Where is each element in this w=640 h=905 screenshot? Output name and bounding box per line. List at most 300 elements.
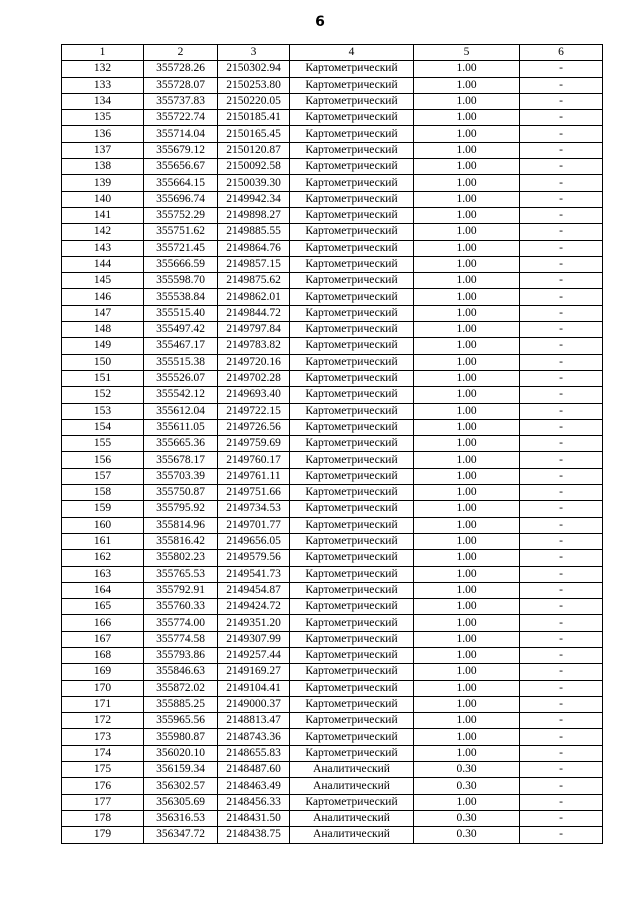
table-cell: 2148743.36 bbox=[218, 729, 290, 745]
table-cell: - bbox=[520, 142, 603, 158]
table-cell: 133 bbox=[62, 77, 144, 93]
table-cell: 155 bbox=[62, 436, 144, 452]
table-cell: 2148655.83 bbox=[218, 745, 290, 761]
table-row bbox=[62, 729, 603, 745]
table-cell: 2149701.77 bbox=[218, 517, 290, 533]
table-cell: 2149104.41 bbox=[218, 680, 290, 696]
table-cell: 355814.96 bbox=[144, 517, 218, 533]
table-cell: - bbox=[520, 582, 603, 598]
table-cell: 1.00 bbox=[414, 240, 520, 256]
table-cell: 1.00 bbox=[414, 175, 520, 191]
table-cell: 2149722.15 bbox=[218, 403, 290, 419]
table-cell: Картометрический bbox=[290, 175, 414, 191]
table-cell: Картометрический bbox=[290, 354, 414, 370]
table-cell: 1.00 bbox=[414, 566, 520, 582]
table-cell: 1.00 bbox=[414, 485, 520, 501]
table-cell: Картометрический bbox=[290, 664, 414, 680]
table-cell: Картометрический bbox=[290, 533, 414, 549]
table-cell: - bbox=[520, 599, 603, 615]
table-cell: - bbox=[520, 224, 603, 240]
table-cell: 355497.42 bbox=[144, 322, 218, 338]
table-cell: 356302.57 bbox=[144, 778, 218, 794]
table-cell: 356347.72 bbox=[144, 827, 218, 843]
table-row bbox=[62, 762, 603, 778]
table-cell: 355526.07 bbox=[144, 370, 218, 386]
column-header: 6 bbox=[520, 45, 603, 61]
table-row bbox=[62, 240, 603, 256]
table-row bbox=[62, 452, 603, 468]
table-cell: Картометрический bbox=[290, 647, 414, 663]
table-row bbox=[62, 778, 603, 794]
table-cell: 355538.84 bbox=[144, 289, 218, 305]
table-cell: 1.00 bbox=[414, 501, 520, 517]
table-cell: 1.00 bbox=[414, 93, 520, 109]
table-cell: 1.00 bbox=[414, 468, 520, 484]
table-cell: - bbox=[520, 370, 603, 386]
table-cell: 0.30 bbox=[414, 827, 520, 843]
table-cell: Картометрический bbox=[290, 338, 414, 354]
table-row bbox=[62, 61, 603, 77]
table-cell: 1.00 bbox=[414, 517, 520, 533]
table-cell: Картометрический bbox=[290, 615, 414, 631]
table-row bbox=[62, 191, 603, 207]
table-cell: - bbox=[520, 110, 603, 126]
table-cell: 355737.83 bbox=[144, 93, 218, 109]
table-cell: 174 bbox=[62, 745, 144, 761]
table-row bbox=[62, 485, 603, 501]
table-row bbox=[62, 338, 603, 354]
table-cell: 355656.67 bbox=[144, 159, 218, 175]
table-row bbox=[62, 207, 603, 223]
table-cell: 2149424.72 bbox=[218, 599, 290, 615]
table-cell: 2149862.01 bbox=[218, 289, 290, 305]
table-cell: 2149857.15 bbox=[218, 256, 290, 272]
table-cell: 356159.34 bbox=[144, 762, 218, 778]
table-cell: 355714.04 bbox=[144, 126, 218, 142]
table-cell: 355965.56 bbox=[144, 713, 218, 729]
table-cell: Картометрический bbox=[290, 745, 414, 761]
table-cell: 1.00 bbox=[414, 110, 520, 126]
table-cell: - bbox=[520, 61, 603, 77]
table-cell: 1.00 bbox=[414, 713, 520, 729]
table-cell: - bbox=[520, 77, 603, 93]
table-cell: 173 bbox=[62, 729, 144, 745]
table-cell: 2149898.27 bbox=[218, 207, 290, 223]
table-cell: Картометрический bbox=[290, 550, 414, 566]
table-cell: 1.00 bbox=[414, 322, 520, 338]
table-cell: Картометрический bbox=[290, 436, 414, 452]
table-cell: - bbox=[520, 778, 603, 794]
table-cell: 2149702.28 bbox=[218, 370, 290, 386]
table-cell: - bbox=[520, 615, 603, 631]
table-cell: 2150120.87 bbox=[218, 142, 290, 158]
table-cell: 355696.74 bbox=[144, 191, 218, 207]
table-cell: Картометрический bbox=[290, 485, 414, 501]
table-cell: - bbox=[520, 762, 603, 778]
table-row bbox=[62, 647, 603, 663]
table-cell: 172 bbox=[62, 713, 144, 729]
table-cell: 166 bbox=[62, 615, 144, 631]
table-cell: Картометрический bbox=[290, 680, 414, 696]
table-cell: - bbox=[520, 680, 603, 696]
table-cell: 2150039.30 bbox=[218, 175, 290, 191]
table-cell: - bbox=[520, 322, 603, 338]
table-cell: 164 bbox=[62, 582, 144, 598]
column-header: 2 bbox=[144, 45, 218, 61]
table-cell: 1.00 bbox=[414, 354, 520, 370]
table-cell: - bbox=[520, 338, 603, 354]
table-cell: 2149693.40 bbox=[218, 387, 290, 403]
table-row bbox=[62, 175, 603, 191]
table-row bbox=[62, 615, 603, 631]
table-cell: 1.00 bbox=[414, 126, 520, 142]
column-header: 4 bbox=[290, 45, 414, 61]
table-cell: Картометрический bbox=[290, 452, 414, 468]
table-cell: Картометрический bbox=[290, 126, 414, 142]
table-cell: - bbox=[520, 566, 603, 582]
table-cell: - bbox=[520, 631, 603, 647]
table-cell: 2149351.20 bbox=[218, 615, 290, 631]
table-cell: Картометрический bbox=[290, 370, 414, 386]
table-cell: 135 bbox=[62, 110, 144, 126]
table-cell: 1.00 bbox=[414, 452, 520, 468]
table-cell: Картометрический bbox=[290, 256, 414, 272]
table-cell: - bbox=[520, 810, 603, 826]
table-cell: 355802.23 bbox=[144, 550, 218, 566]
table-cell: - bbox=[520, 533, 603, 549]
table-cell: 144 bbox=[62, 256, 144, 272]
table-cell: 1.00 bbox=[414, 256, 520, 272]
table-cell: 2149541.73 bbox=[218, 566, 290, 582]
table-cell: Картометрический bbox=[290, 289, 414, 305]
table-cell: 355793.86 bbox=[144, 647, 218, 663]
table-cell: Картометрический bbox=[290, 419, 414, 435]
table-cell: 139 bbox=[62, 175, 144, 191]
table-cell: Картометрический bbox=[290, 599, 414, 615]
table-cell: 134 bbox=[62, 93, 144, 109]
table-cell: 142 bbox=[62, 224, 144, 240]
table-cell: 2149844.72 bbox=[218, 305, 290, 321]
table-cell: 355664.15 bbox=[144, 175, 218, 191]
table-cell: Картометрический bbox=[290, 631, 414, 647]
table-cell: 355795.92 bbox=[144, 501, 218, 517]
table-cell: - bbox=[520, 827, 603, 843]
table-cell: 355515.38 bbox=[144, 354, 218, 370]
table-cell: 1.00 bbox=[414, 745, 520, 761]
table-cell: Картометрический bbox=[290, 159, 414, 175]
table-cell: Картометрический bbox=[290, 713, 414, 729]
table-cell: 2148487.60 bbox=[218, 762, 290, 778]
table-row bbox=[62, 436, 603, 452]
table-cell: Картометрический bbox=[290, 240, 414, 256]
table-cell: 148 bbox=[62, 322, 144, 338]
table-cell: 1.00 bbox=[414, 550, 520, 566]
table-cell: 147 bbox=[62, 305, 144, 321]
table-cell: 355765.53 bbox=[144, 566, 218, 582]
table-cell: - bbox=[520, 403, 603, 419]
table-cell: 2149797.84 bbox=[218, 322, 290, 338]
table-cell: - bbox=[520, 175, 603, 191]
table-cell: Картометрический bbox=[290, 224, 414, 240]
table-cell: 355666.59 bbox=[144, 256, 218, 272]
table-cell: 1.00 bbox=[414, 436, 520, 452]
table-cell: 162 bbox=[62, 550, 144, 566]
table-cell: 151 bbox=[62, 370, 144, 386]
table-cell: 170 bbox=[62, 680, 144, 696]
table-cell: Картометрический bbox=[290, 517, 414, 533]
table-row bbox=[62, 745, 603, 761]
table-cell: Картометрический bbox=[290, 566, 414, 582]
table-cell: 1.00 bbox=[414, 680, 520, 696]
table-cell: 2149864.76 bbox=[218, 240, 290, 256]
table-cell: 355728.26 bbox=[144, 61, 218, 77]
table-row bbox=[62, 696, 603, 712]
table-cell: 356020.10 bbox=[144, 745, 218, 761]
table-cell: 355703.39 bbox=[144, 468, 218, 484]
table-cell: 2149751.66 bbox=[218, 485, 290, 501]
table-row bbox=[62, 77, 603, 93]
table-cell: 138 bbox=[62, 159, 144, 175]
table-cell: 355751.62 bbox=[144, 224, 218, 240]
table-row bbox=[62, 533, 603, 549]
table-cell: 176 bbox=[62, 778, 144, 794]
table-cell: 355598.70 bbox=[144, 273, 218, 289]
table-cell: - bbox=[520, 126, 603, 142]
table-cell: Картометрический bbox=[290, 387, 414, 403]
table-row bbox=[62, 354, 603, 370]
table-cell: 2149734.53 bbox=[218, 501, 290, 517]
table-cell: 1.00 bbox=[414, 615, 520, 631]
table-cell: 355752.29 bbox=[144, 207, 218, 223]
table-cell: 2149760.17 bbox=[218, 452, 290, 468]
table-cell: 153 bbox=[62, 403, 144, 419]
table-cell: 141 bbox=[62, 207, 144, 223]
table-row bbox=[62, 126, 603, 142]
table-cell: 150 bbox=[62, 354, 144, 370]
table-cell: Картометрический bbox=[290, 696, 414, 712]
table-row bbox=[62, 305, 603, 321]
table-row bbox=[62, 224, 603, 240]
table-cell: 2148438.75 bbox=[218, 827, 290, 843]
table-cell: 355792.91 bbox=[144, 582, 218, 598]
table-row bbox=[62, 517, 603, 533]
table-cell: 355885.25 bbox=[144, 696, 218, 712]
table-cell: - bbox=[520, 647, 603, 663]
table-cell: Картометрический bbox=[290, 207, 414, 223]
table-cell: 1.00 bbox=[414, 696, 520, 712]
table-cell: - bbox=[520, 191, 603, 207]
table-row bbox=[62, 322, 603, 338]
table-row bbox=[62, 713, 603, 729]
table-cell: - bbox=[520, 745, 603, 761]
table-row bbox=[62, 566, 603, 582]
table-cell: 0.30 bbox=[414, 778, 520, 794]
table-cell: - bbox=[520, 305, 603, 321]
table-cell: 156 bbox=[62, 452, 144, 468]
table-cell: 355515.40 bbox=[144, 305, 218, 321]
table-cell: 1.00 bbox=[414, 142, 520, 158]
table-cell: 1.00 bbox=[414, 77, 520, 93]
table-cell: - bbox=[520, 273, 603, 289]
table-cell: - bbox=[520, 696, 603, 712]
table-cell: 159 bbox=[62, 501, 144, 517]
table-cell: 132 bbox=[62, 61, 144, 77]
table-cell: Картометрический bbox=[290, 403, 414, 419]
table-row bbox=[62, 810, 603, 826]
table-cell: 355728.07 bbox=[144, 77, 218, 93]
table-cell: 2149726.56 bbox=[218, 419, 290, 435]
table-cell: - bbox=[520, 240, 603, 256]
table-row bbox=[62, 403, 603, 419]
table-cell: 1.00 bbox=[414, 664, 520, 680]
table-cell: 2150185.41 bbox=[218, 110, 290, 126]
table-cell: - bbox=[520, 93, 603, 109]
table-cell: - bbox=[520, 550, 603, 566]
table-cell: Картометрический bbox=[290, 110, 414, 126]
table-cell: 2149656.05 bbox=[218, 533, 290, 549]
table-cell: - bbox=[520, 713, 603, 729]
table-cell: 163 bbox=[62, 566, 144, 582]
table-cell: Картометрический bbox=[290, 322, 414, 338]
table-cell: 1.00 bbox=[414, 647, 520, 663]
table-cell: - bbox=[520, 256, 603, 272]
table-cell: 355872.02 bbox=[144, 680, 218, 696]
table-cell: - bbox=[520, 664, 603, 680]
table-cell: Аналитический bbox=[290, 762, 414, 778]
table-cell: 2148456.33 bbox=[218, 794, 290, 810]
table-cell: 1.00 bbox=[414, 338, 520, 354]
table-row bbox=[62, 273, 603, 289]
table-cell: - bbox=[520, 436, 603, 452]
table-row bbox=[62, 599, 603, 615]
table-cell: 355774.58 bbox=[144, 631, 218, 647]
table-cell: 152 bbox=[62, 387, 144, 403]
table-cell: 178 bbox=[62, 810, 144, 826]
table-cell: 2149759.69 bbox=[218, 436, 290, 452]
table-cell: 2148431.50 bbox=[218, 810, 290, 826]
table-cell: 171 bbox=[62, 696, 144, 712]
table-row bbox=[62, 794, 603, 810]
table-cell: Картометрический bbox=[290, 77, 414, 93]
table-cell: 355816.42 bbox=[144, 533, 218, 549]
table-cell: 355542.12 bbox=[144, 387, 218, 403]
table-cell: 1.00 bbox=[414, 159, 520, 175]
table-cell: 355678.17 bbox=[144, 452, 218, 468]
table-cell: 356305.69 bbox=[144, 794, 218, 810]
table-cell: Аналитический bbox=[290, 778, 414, 794]
table-row bbox=[62, 419, 603, 435]
table-cell: 161 bbox=[62, 533, 144, 549]
table-cell: 1.00 bbox=[414, 61, 520, 77]
table-cell: 2148463.49 bbox=[218, 778, 290, 794]
table-cell: 355611.05 bbox=[144, 419, 218, 435]
table-cell: 2150165.45 bbox=[218, 126, 290, 142]
table-cell: 355980.87 bbox=[144, 729, 218, 745]
table-cell: - bbox=[520, 354, 603, 370]
table-row bbox=[62, 256, 603, 272]
column-header: 5 bbox=[414, 45, 520, 61]
table-cell: 167 bbox=[62, 631, 144, 647]
table-cell: 2149942.34 bbox=[218, 191, 290, 207]
table-body bbox=[62, 61, 603, 843]
table-cell: 355665.36 bbox=[144, 436, 218, 452]
table-cell: Картометрический bbox=[290, 468, 414, 484]
table-cell: 355774.00 bbox=[144, 615, 218, 631]
table-cell: 356316.53 bbox=[144, 810, 218, 826]
table-cell: Картометрический bbox=[290, 191, 414, 207]
table-header-row bbox=[62, 45, 603, 61]
table-cell: Картометрический bbox=[290, 582, 414, 598]
column-header: 1 bbox=[62, 45, 144, 61]
table-cell: 154 bbox=[62, 419, 144, 435]
table-cell: 0.30 bbox=[414, 762, 520, 778]
table-cell: 2149720.16 bbox=[218, 354, 290, 370]
table-cell: 355721.45 bbox=[144, 240, 218, 256]
table-cell: 1.00 bbox=[414, 224, 520, 240]
table-cell: Аналитический bbox=[290, 810, 414, 826]
table-cell: 2149885.55 bbox=[218, 224, 290, 240]
table-cell: 355679.12 bbox=[144, 142, 218, 158]
table-row bbox=[62, 550, 603, 566]
table-row bbox=[62, 468, 603, 484]
table-cell: 175 bbox=[62, 762, 144, 778]
table-row bbox=[62, 159, 603, 175]
table-row bbox=[62, 142, 603, 158]
table-cell: Картометрический bbox=[290, 142, 414, 158]
table-row bbox=[62, 827, 603, 843]
table-cell: - bbox=[520, 289, 603, 305]
table-cell: 2149761.11 bbox=[218, 468, 290, 484]
table-cell: Картометрический bbox=[290, 273, 414, 289]
table-cell: 1.00 bbox=[414, 631, 520, 647]
table-cell: 136 bbox=[62, 126, 144, 142]
table-cell: 1.00 bbox=[414, 387, 520, 403]
table-cell: 1.00 bbox=[414, 729, 520, 745]
table-cell: 2149875.62 bbox=[218, 273, 290, 289]
table-cell: 2150253.80 bbox=[218, 77, 290, 93]
table-cell: - bbox=[520, 207, 603, 223]
table-cell: 0.30 bbox=[414, 810, 520, 826]
table-cell: 1.00 bbox=[414, 207, 520, 223]
table-cell: 2149257.44 bbox=[218, 647, 290, 663]
table-cell: - bbox=[520, 387, 603, 403]
table-cell: 146 bbox=[62, 289, 144, 305]
table-cell: 2150092.58 bbox=[218, 159, 290, 175]
table-cell: Картометрический bbox=[290, 729, 414, 745]
table-cell: Картометрический bbox=[290, 93, 414, 109]
table-cell: 1.00 bbox=[414, 533, 520, 549]
table-cell: 1.00 bbox=[414, 582, 520, 598]
table-cell: 149 bbox=[62, 338, 144, 354]
table-cell: 140 bbox=[62, 191, 144, 207]
table-cell: 145 bbox=[62, 273, 144, 289]
table-row bbox=[62, 93, 603, 109]
table-cell: 355722.74 bbox=[144, 110, 218, 126]
coordinates-table bbox=[61, 44, 603, 844]
table-cell: 160 bbox=[62, 517, 144, 533]
table-cell: 355750.87 bbox=[144, 485, 218, 501]
table-cell: 168 bbox=[62, 647, 144, 663]
table-row bbox=[62, 501, 603, 517]
table-cell: 2149783.82 bbox=[218, 338, 290, 354]
table-cell: - bbox=[520, 159, 603, 175]
table-cell: 177 bbox=[62, 794, 144, 810]
table-cell: 169 bbox=[62, 664, 144, 680]
table-cell: 1.00 bbox=[414, 273, 520, 289]
table-row bbox=[62, 631, 603, 647]
table-cell: 157 bbox=[62, 468, 144, 484]
table-cell: 137 bbox=[62, 142, 144, 158]
